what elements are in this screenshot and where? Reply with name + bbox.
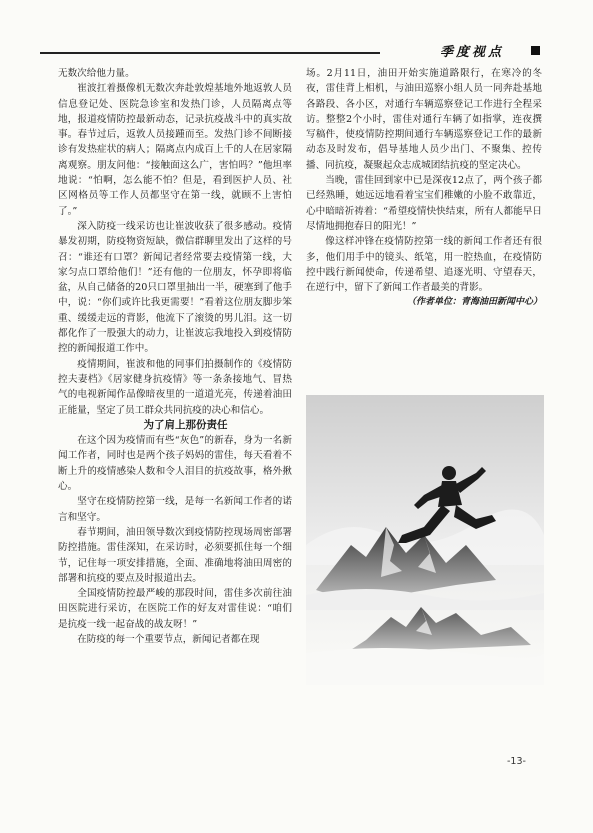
author-affiliation: （作者单位：青海油田新闻中心） (406, 297, 542, 308)
paragraph: 无数次给他力量。 (58, 68, 135, 79)
paragraph: 春节期间，油田领导数次到疫情防控现场周密部署防控措施。雷佳深知，在采访时，必须要抓住每一个细节，记住每一项安排措施，全面、准确地将油田周密的部署和抗疫的要点及时报道出去。 (58, 526, 292, 584)
paragraph: 崔波扛着摄像机无数次奔赴敦煌基地外地返敦人员信息登记处、医院急诊室和发热门诊，人员隔离点等地，报道疫情防控最新动态，记录抗疫战斗中的真实故事。春节过后，返敦人员接踵而至。发热门诊不间断接诊有发热症状的病人；隔离点内成百上千的人在居家隔离观察。朋友问他：“接触面这么广，害怕吗？”他坦率地说：“怕啊，怎么能不怕？但是，看到医护人员、社区网格员等工作人员都坚守在第一线，就顾不上害怕了。” (58, 83, 292, 217)
header-square-mark (531, 46, 540, 55)
left-column (58, 66, 292, 647)
paragraph: 场。2月11日，油田开始实施道路限行，在寒冷的冬夜，雷佳背上相机，与油田巡察小组人员一同奔赴基地各路段、各小区，对通行车辆巡察登记工作进行全程采访。整整2个小时，雷佳对通行车辆了如指掌，连夜撰写稿件，使疫情防控期间通行车辆巡察登记工作的最新动态及时发布，倡导基地人员少出门、不聚集、控传播、同抗疫，凝聚起众志成城团结抗疫的坚定决心。 (306, 68, 542, 171)
page-number: -13- (507, 756, 526, 767)
header-rule (40, 52, 380, 54)
paragraph: 像这样冲锋在疫情防控第一线的新闻工作者还有很多，他们用手中的镜头、纸笔，用一腔热血，在疫情防控中践行新闻使命，传递希望、追逐光明、守望春天，在逆行中，留下了新闻工作者最美的背影。 (306, 236, 542, 294)
right-column (306, 66, 542, 311)
paragraph: 当晚，雷佳回到家中已是深夜12点了，两个孩子都已经熟睡，她远远地看着宝宝们稚嫩的小脸不敢靠近，心中暗暗祈祷着：“希望疫情快快结束，所有人都能早日尽情地拥抱春日的阳光！” (306, 175, 542, 232)
paragraph: 在这个因为疫情而有些“灰色”的新春，身为一名新闻工作者，同时也是两个孩子妈妈的雷佳，每天看着不断上升的疫情感染人数和令人泪目的抗疫故事，格外揪心。 (58, 435, 292, 493)
runner-mountain-illustration (306, 395, 544, 685)
paragraph: 全国疫情防控最严峻的那段时间，雷佳多次前往油田医院进行采访，在医院工作的好友对雷佳说：“咱们是抗疫一线一起奋战的战友呀！” (58, 588, 292, 630)
paragraph: 疫情期间，崔波和他的同事们拍摄制作的《疫情防控夫妻档》《居家健身抗疫情》等一条条接地气、冒热气的电视新闻作品像暗夜里的一道道光亮，传递着油田正能量，坚定了员工群众共同抗疫的决心和信心。 (58, 358, 292, 416)
section-title: 为了肩上那份责任 (143, 418, 228, 431)
section-header-title: 季度视点 (440, 45, 505, 60)
paragraph: 深入防疫一线采访也让崔波收获了很多感动。疫情暴发初期，防疫物资短缺，微信群聊里发出了这样的号召：“谁还有口罩？新闻记者经常要去疫情第一线，大家匀点口罩给他们！”还有他的一位朋友，怀孕即将临盆，从自己储备的20只口罩里抽出一半，硬塞到了他手中，说：“你们或许比我更需要！”看着这位朋友脚步笨重、缓缓走远的背影，他流下了滚烫的男儿泪。这一切都化作了一股强大的动力，让崔波忘我地投入到疫情防控的新闻报道工作中。 (58, 220, 292, 355)
paragraph: 坚守在疫情防控第一线，是每一名新闻工作者的诺言和坚守。 (58, 496, 292, 523)
paragraph: 在防疫的每一个重要节点，新闻记者都在现 (77, 633, 260, 645)
